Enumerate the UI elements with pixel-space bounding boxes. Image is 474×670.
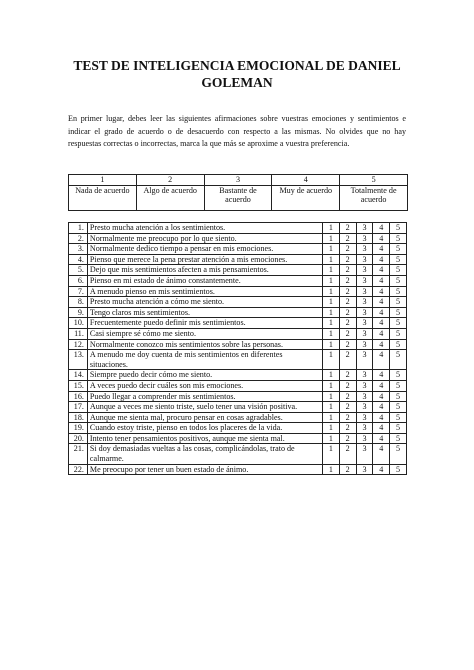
rating-option[interactable]: 2	[339, 402, 356, 413]
rating-option[interactable]: 4	[373, 275, 390, 286]
rating-option[interactable]: 2	[339, 307, 356, 318]
rating-option[interactable]: 5	[390, 391, 407, 402]
table-row	[69, 233, 407, 244]
table-row	[69, 265, 407, 276]
rating-option[interactable]: 2	[339, 223, 356, 234]
rating-option[interactable]: 4	[373, 297, 390, 308]
scale-number: 3	[204, 175, 272, 186]
intro-paragraph: En primer lugar, debes leer las siguientes afirmaciones sobre vuestras emociones y sentimientos e indicar el grado de acuerdo o de desacuerdo con respecto a las mismas. No olvides que no hay respuestas correctas o incorrectas, marca la que más se aproxime a vuestra preferencia.	[68, 114, 406, 148]
item-number: 22.	[69, 464, 88, 475]
item-statement: Aunque me sienta mal, procuro pensar en cosas agradables.	[87, 412, 322, 423]
table-row	[69, 244, 407, 255]
table-row	[69, 370, 407, 381]
rating-option[interactable]: 4	[373, 307, 390, 318]
table-row	[69, 350, 407, 370]
scale-label: Bastante de acuerdo	[204, 185, 272, 210]
item-statement: Normalmente conozco mis sentimientos sobre las personas.	[87, 339, 322, 350]
item-number: 13.	[69, 350, 88, 370]
rating-option[interactable]: 3	[356, 444, 373, 464]
table-row	[69, 423, 407, 434]
rating-option[interactable]: 1	[323, 402, 340, 413]
item-number: 2.	[69, 233, 88, 244]
rating-option[interactable]: 2	[339, 380, 356, 391]
rating-option[interactable]: 3	[356, 464, 373, 475]
item-number: 16.	[69, 391, 88, 402]
rating-option[interactable]: 2	[339, 233, 356, 244]
item-statement: A veces puedo decir cuáles son mis emociones.	[87, 380, 322, 391]
table-row	[69, 328, 407, 339]
table-row	[69, 391, 407, 402]
rating-option[interactable]: 1	[323, 297, 340, 308]
item-number: 9.	[69, 307, 88, 318]
rating-option[interactable]: 2	[339, 318, 356, 329]
rating-option[interactable]: 5	[390, 244, 407, 255]
scale-number: 4	[272, 175, 340, 186]
table-row	[69, 286, 407, 297]
scale-number: 5	[340, 175, 408, 186]
rating-option[interactable]: 3	[356, 391, 373, 402]
rating-option[interactable]: 2	[339, 275, 356, 286]
rating-option[interactable]: 5	[390, 275, 407, 286]
rating-option[interactable]: 4	[373, 350, 390, 370]
rating-option[interactable]: 1	[323, 244, 340, 255]
rating-option[interactable]: 5	[390, 223, 407, 234]
table-row	[69, 339, 407, 350]
item-number: 4.	[69, 254, 88, 265]
rating-option[interactable]: 4	[373, 254, 390, 265]
rating-option[interactable]: 1	[323, 275, 340, 286]
rating-option[interactable]: 4	[373, 423, 390, 434]
rating-option[interactable]: 4	[373, 244, 390, 255]
table-row	[69, 464, 407, 475]
rating-option[interactable]: 1	[323, 444, 340, 464]
table-row	[69, 254, 407, 265]
rating-option[interactable]: 5	[390, 380, 407, 391]
rating-option[interactable]: 1	[323, 464, 340, 475]
item-number: 8.	[69, 297, 88, 308]
item-number: 3.	[69, 244, 88, 255]
rating-option[interactable]: 4	[373, 433, 390, 444]
rating-option[interactable]: 3	[356, 286, 373, 297]
rating-option[interactable]: 2	[339, 244, 356, 255]
rating-option[interactable]: 1	[323, 307, 340, 318]
table-row	[69, 297, 407, 308]
item-statement: Normalmente me preocupo por lo que siento.	[87, 233, 322, 244]
rating-option[interactable]: 4	[373, 464, 390, 475]
rating-option[interactable]: 5	[390, 233, 407, 244]
rating-option[interactable]: 2	[339, 464, 356, 475]
item-statement: A menudo pienso en mis sentimientos.	[87, 286, 322, 297]
scale-label: Muy de acuerdo	[272, 185, 340, 210]
rating-option[interactable]: 1	[323, 254, 340, 265]
rating-option[interactable]: 4	[373, 339, 390, 350]
rating-option[interactable]: 1	[323, 265, 340, 276]
rating-option[interactable]: 2	[339, 265, 356, 276]
rating-option[interactable]: 4	[373, 265, 390, 276]
scale-number: 2	[136, 175, 204, 186]
rating-option[interactable]: 4	[373, 233, 390, 244]
rating-option[interactable]: 3	[356, 318, 373, 329]
rating-option[interactable]: 2	[339, 328, 356, 339]
item-statement: Presto mucha atención a los sentimientos.	[87, 223, 322, 234]
title-line-1: TEST DE INTELIGENCIA EMOCIONAL DE DANIEL	[73, 58, 401, 73]
rating-option[interactable]: 3	[356, 254, 373, 265]
rating-option[interactable]: 3	[356, 380, 373, 391]
item-statement: Si doy demasiadas vueltas a las cosas, complicándolas, trato de calmarme.	[87, 444, 322, 464]
rating-option[interactable]: 5	[390, 423, 407, 434]
item-statement: Presto mucha atención a cómo me siento.	[87, 297, 322, 308]
rating-option[interactable]: 2	[339, 444, 356, 464]
rating-option[interactable]: 5	[390, 318, 407, 329]
item-statement: Aunque a veces me siento triste, suelo tener una visión positiva.	[87, 402, 322, 413]
rating-option[interactable]: 1	[323, 433, 340, 444]
table-row	[69, 444, 407, 464]
item-number: 20.	[69, 433, 88, 444]
rating-option[interactable]: 2	[339, 412, 356, 423]
rating-option[interactable]: 2	[339, 286, 356, 297]
table-row	[69, 307, 407, 318]
item-statement: Pienso que merece la pena prestar atención a mis emociones.	[87, 254, 322, 265]
table-row	[69, 380, 407, 391]
rating-option[interactable]: 3	[356, 433, 373, 444]
rating-option[interactable]: 1	[323, 233, 340, 244]
item-statement: A menudo me doy cuenta de mis sentimientos en diferentes situaciones.	[87, 350, 322, 370]
item-number: 15.	[69, 380, 88, 391]
item-number: 5.	[69, 265, 88, 276]
rating-option[interactable]: 4	[373, 412, 390, 423]
item-statement: Puedo llegar a comprender mis sentimientos.	[87, 391, 322, 402]
rating-option[interactable]: 1	[323, 328, 340, 339]
rating-option[interactable]: 1	[323, 423, 340, 434]
rating-option[interactable]: 3	[356, 328, 373, 339]
item-number: 19.	[69, 423, 88, 434]
rating-option[interactable]: 2	[339, 254, 356, 265]
rating-option[interactable]: 3	[356, 244, 373, 255]
rating-option[interactable]: 1	[323, 350, 340, 370]
rating-option[interactable]: 3	[356, 339, 373, 350]
table-row	[69, 275, 407, 286]
rating-option[interactable]: 2	[339, 339, 356, 350]
rating-option[interactable]: 4	[373, 286, 390, 297]
item-statement: Siempre puedo decir cómo me siento.	[87, 370, 322, 381]
rating-option[interactable]: 5	[390, 433, 407, 444]
item-statement: Tengo claros mis sentimientos.	[87, 307, 322, 318]
table-row	[69, 433, 407, 444]
rating-option[interactable]: 1	[323, 412, 340, 423]
rating-option[interactable]: 3	[356, 350, 373, 370]
table-row	[69, 402, 407, 413]
items-table	[68, 222, 407, 475]
rating-option[interactable]: 3	[356, 233, 373, 244]
rating-option[interactable]: 3	[356, 402, 373, 413]
rating-option[interactable]: 4	[373, 380, 390, 391]
item-number: 14.	[69, 370, 88, 381]
item-statement: Casi siempre sé cómo me siento.	[87, 328, 322, 339]
item-statement: Normalmente dedico tiempo a pensar en mis emociones.	[87, 244, 322, 255]
rating-option[interactable]: 4	[373, 391, 390, 402]
item-number: 10.	[69, 318, 88, 329]
item-number: 17.	[69, 402, 88, 413]
rating-option[interactable]: 3	[356, 297, 373, 308]
table-row	[69, 412, 407, 423]
item-statement: Frecuentemente puedo definir mis sentimientos.	[87, 318, 322, 329]
rating-option[interactable]: 5	[390, 297, 407, 308]
item-statement: Intento tener pensamientos positivos, aunque me sienta mal.	[87, 433, 322, 444]
rating-option[interactable]: 5	[390, 350, 407, 370]
item-number: 21.	[69, 444, 88, 464]
rating-option[interactable]: 5	[390, 444, 407, 464]
item-number: 12.	[69, 339, 88, 350]
rating-option[interactable]: 1	[323, 223, 340, 234]
rating-option[interactable]: 4	[373, 223, 390, 234]
rating-option[interactable]: 2	[339, 297, 356, 308]
item-statement: Dejo que mis sentimientos afecten a mis pensamientos.	[87, 265, 322, 276]
rating-option[interactable]: 5	[390, 412, 407, 423]
table-row	[69, 318, 407, 329]
item-statement: Me preocupo por tener un buen estado de ánimo.	[87, 464, 322, 475]
scale-number: 1	[69, 175, 137, 186]
item-number: 1.	[69, 223, 88, 234]
rating-option[interactable]: 5	[390, 265, 407, 276]
rating-option[interactable]: 2	[339, 350, 356, 370]
rating-option[interactable]: 2	[339, 370, 356, 381]
rating-option[interactable]: 4	[373, 318, 390, 329]
rating-option[interactable]: 1	[323, 391, 340, 402]
scale-label: Totalmente de acuerdo	[340, 185, 408, 210]
rating-option[interactable]: 1	[323, 318, 340, 329]
table-row	[69, 223, 407, 234]
rating-option[interactable]: 5	[390, 402, 407, 413]
rating-option[interactable]: 2	[339, 423, 356, 434]
rating-option[interactable]: 1	[323, 339, 340, 350]
rating-option[interactable]: 5	[390, 286, 407, 297]
rating-option[interactable]: 1	[323, 370, 340, 381]
title-line-2: GOLEMAN	[201, 75, 273, 90]
scale-label: Nada de acuerdo	[69, 185, 137, 210]
item-number: 11.	[69, 328, 88, 339]
rating-option[interactable]: 4	[373, 402, 390, 413]
rating-option[interactable]: 5	[390, 370, 407, 381]
rating-option[interactable]: 3	[356, 423, 373, 434]
rating-option[interactable]: 4	[373, 328, 390, 339]
rating-option[interactable]: 5	[390, 464, 407, 475]
scale-label: Algo de acuerdo	[136, 185, 204, 210]
rating-option[interactable]: 3	[356, 265, 373, 276]
item-statement: Cuando estoy triste, pienso en todos los placeres de la vida.	[87, 423, 322, 434]
rating-option[interactable]: 3	[356, 412, 373, 423]
item-statement: Pienso en mi estado de ánimo constantemente.	[87, 275, 322, 286]
item-number: 6.	[69, 275, 88, 286]
rating-option[interactable]: 2	[339, 391, 356, 402]
scale-table	[68, 174, 408, 211]
document-title	[40, 57, 434, 91]
rating-option[interactable]: 5	[390, 307, 407, 318]
rating-option[interactable]: 4	[373, 370, 390, 381]
item-number: 7.	[69, 286, 88, 297]
rating-option[interactable]: 5	[390, 254, 407, 265]
rating-option[interactable]: 4	[373, 444, 390, 464]
rating-option[interactable]: 3	[356, 275, 373, 286]
rating-option[interactable]: 3	[356, 370, 373, 381]
rating-option[interactable]: 5	[390, 339, 407, 350]
rating-option[interactable]: 5	[390, 328, 407, 339]
rating-option[interactable]: 3	[356, 223, 373, 234]
rating-option[interactable]: 1	[323, 380, 340, 391]
rating-option[interactable]: 1	[323, 286, 340, 297]
item-number: 18.	[69, 412, 88, 423]
rating-option[interactable]: 3	[356, 307, 373, 318]
rating-option[interactable]: 2	[339, 433, 356, 444]
